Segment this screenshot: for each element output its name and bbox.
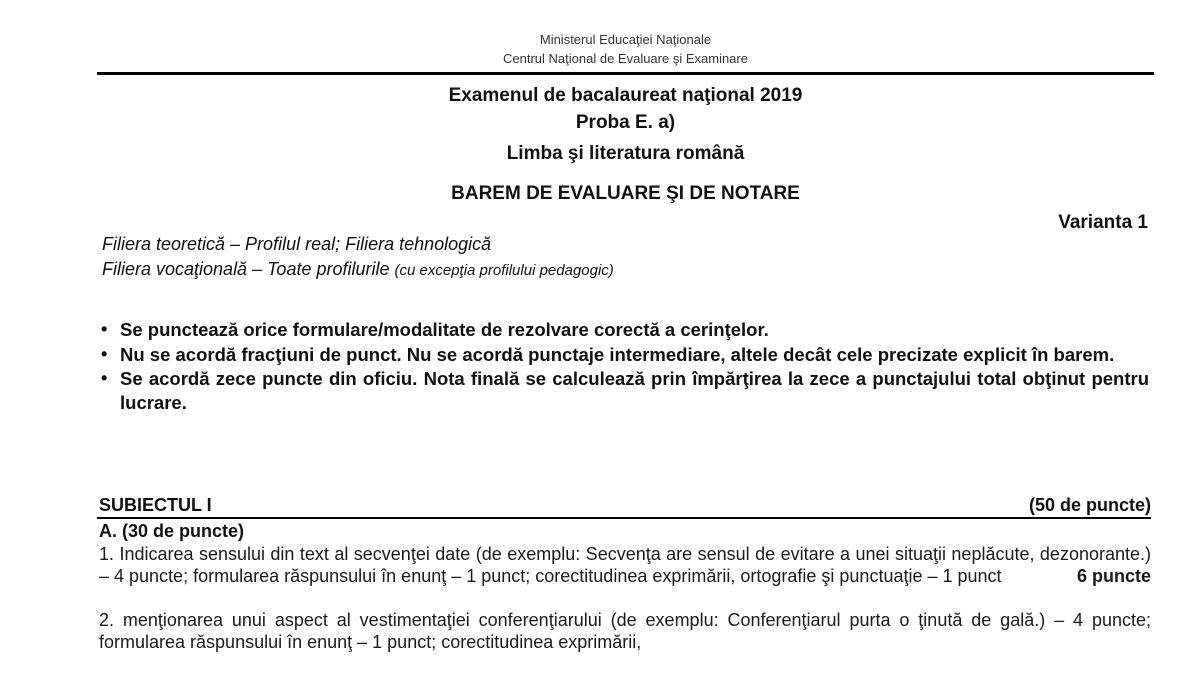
bullet-icon: • <box>101 368 108 388</box>
item-1 <box>99 543 1151 587</box>
item-1-points: 6 puncte <box>1076 566 1151 586</box>
header-divider <box>97 72 1154 75</box>
subject-header <box>97 493 1151 519</box>
grading-rules-list <box>97 318 1149 415</box>
item-2-text: 2. menţionarea unui aspect al vestimentaţiei conferenţiarului (de exemplu: Conferenţiarul purta o ţinută de gală.) – 4 puncte; formularea răspunsului în enunţ – 1 punct; corectitudinea exprimării, <box>99 610 1151 652</box>
proba-title: Proba E. a) <box>575 112 676 133</box>
filiera-line-2-note: (cu excepţia profilului pedagogic) <box>394 262 614 279</box>
barem-title: BAREM DE EVALUARE ŞI DE NOTARE <box>451 183 800 204</box>
grading-rule-text: Nu se acordă fracţiuni de punct. Nu se acordă punctaje intermediare, altele decât cele precizate explicit în barem. <box>120 343 1115 365</box>
filiera-line-2-main: Filiera vocaţională – Toate profilurile <box>102 259 395 279</box>
grading-rule-text: Se acordă zece puncte din oficiu. Nota finală se calculează prin împărţirea la zece a punctajului total obţinut pentru lucrare. <box>120 368 1149 413</box>
filiera-line-2 <box>102 258 614 282</box>
bullet-icon: • <box>101 319 108 339</box>
institution-center: Centrul Naţional de Evaluare şi Examinare <box>503 51 748 66</box>
institution-ministry: Ministerul Educaţiei Naţionale <box>539 32 712 47</box>
grading-rule-text: Se punctează orice formulare/modalitate de rezolvare corectă a cerinţelor. <box>120 319 769 340</box>
item-1-text: 1. Indicarea sensului din text al secvenţei date (de exemplu: Secvenţa are sensul de evitare a unei situaţii neplăcute, dezonorante.) – 4 puncte; formularea răspunsului în enunţ – 1 punct; corectitudinea exprimării, ortografie şi punctuaţie – 1 punct <box>99 544 1151 586</box>
grading-rule <box>97 343 1149 367</box>
section-a-title: A. (30 de puncte) <box>99 521 245 541</box>
variant-label: Varianta 1 <box>1058 212 1148 233</box>
item-2 <box>99 609 1151 653</box>
subject-title: Limba şi literatura română <box>506 143 745 164</box>
bullet-icon: • <box>101 343 108 364</box>
filiera-line-1: Filiera teoretică – Profilul real; Filiera tehnologică <box>102 234 492 254</box>
grading-rule <box>97 318 1149 342</box>
exam-title: Examenul de bacalaureat naţional 2019 <box>448 85 803 106</box>
subject-points: (50 de puncte) <box>1028 495 1151 515</box>
grading-rule <box>97 367 1149 414</box>
subject-title: SUBIECTUL I <box>99 495 212 515</box>
